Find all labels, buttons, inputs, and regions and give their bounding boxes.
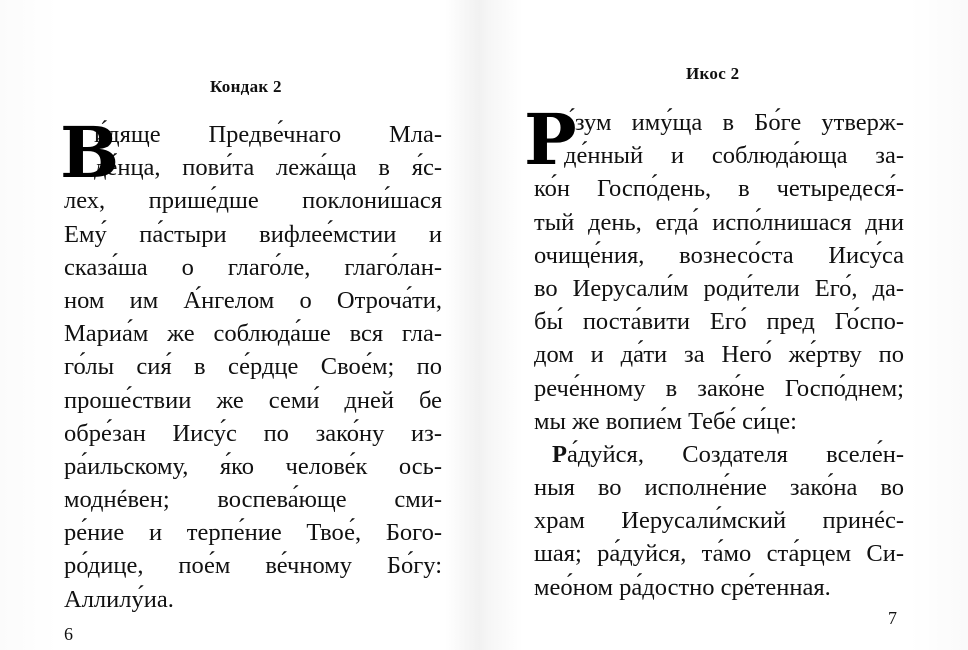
text-line: ко́н Госпо́день, в четыредеся́-: [534, 175, 904, 203]
text-line: ро́дице, пое́м ве́чному Бо́гу:: [64, 552, 442, 580]
text-line: де́нный и соблюда́юща за-: [564, 142, 904, 170]
text-line: рече́нному в зако́не Госпо́днем;: [534, 374, 904, 402]
text-line: сказа́ша о глаго́ле, глаго́лан-: [64, 253, 442, 281]
text-line: очище́ния, вознесо́ста Иису́са: [534, 241, 904, 269]
text-line: Ему́ па́стыри вифлее́мстии и: [64, 220, 442, 248]
text-line: и́дяще Предве́чнаго Мла-: [94, 121, 442, 148]
text-run: а́дуйся, Создателя вселе́н-: [566, 440, 904, 468]
kontakion-text: [60, 111, 442, 616]
text-line: Мариа́м же соблюда́ше вся гла-: [64, 320, 442, 348]
paragraph-first-line: [534, 438, 904, 471]
text-line: тый день, егда́ испо́лнишася дни: [534, 208, 904, 236]
right-page: [484, 0, 968, 650]
text-line: мы же вопие́м Тебе́ си́це:: [534, 407, 797, 435]
text-line: де́нца, пови́та лежа́ща в я́с-: [94, 154, 442, 182]
page-number: 7: [888, 608, 897, 628]
text-line: проше́ствии же семи́ дней бе: [64, 386, 442, 414]
drop-cap: В: [60, 111, 120, 194]
paragraph-initial: Р: [552, 440, 567, 468]
text-line: обре́зан Иису́с по зако́ну из-: [64, 419, 442, 447]
text-line: шая; ра́дуйся, та́мо ста́рцем Си-: [534, 540, 904, 568]
page-number: 6: [64, 624, 73, 644]
text-line: го́лы сия́ в се́рдце Свое́м; по: [64, 353, 442, 381]
text-line: лех, прише́дше поклони́шася: [64, 187, 442, 215]
text-line: моднéвен; воспева́юще сми-: [64, 486, 442, 514]
ikos-text: [524, 98, 904, 604]
text-line: ныя во исполне́ние зако́на во: [534, 474, 904, 502]
text-line: ра́ильскому, я́ко челове́к ось-: [64, 452, 442, 480]
text-line: мео́ном ра́достно сре́тенная.: [534, 573, 831, 601]
text-line: ре́ние и терпе́ние Твое́, Бого-: [64, 519, 442, 547]
ikos-heading: Икос 2: [686, 64, 740, 83]
text-line: бы́ поста́вити Его́ пред Го́спо-: [534, 308, 904, 336]
drop-cap: Р: [524, 98, 577, 181]
text-line: а́зум иму́ща в Бо́ге утверж-: [564, 109, 904, 136]
kontakion-heading: Кондак 2: [210, 77, 282, 96]
text-line: храм Иерусали́мский принéс-: [534, 507, 904, 535]
text-line: Аллилу́иа.: [64, 585, 174, 613]
text-line: дом и да́ти за Него́ же́ртву по: [534, 341, 904, 369]
text-line: ном им А́нгелом о Отроча́ти,: [64, 286, 442, 314]
text-line: во Иерусали́м роди́тели Его́, да-: [534, 274, 904, 302]
